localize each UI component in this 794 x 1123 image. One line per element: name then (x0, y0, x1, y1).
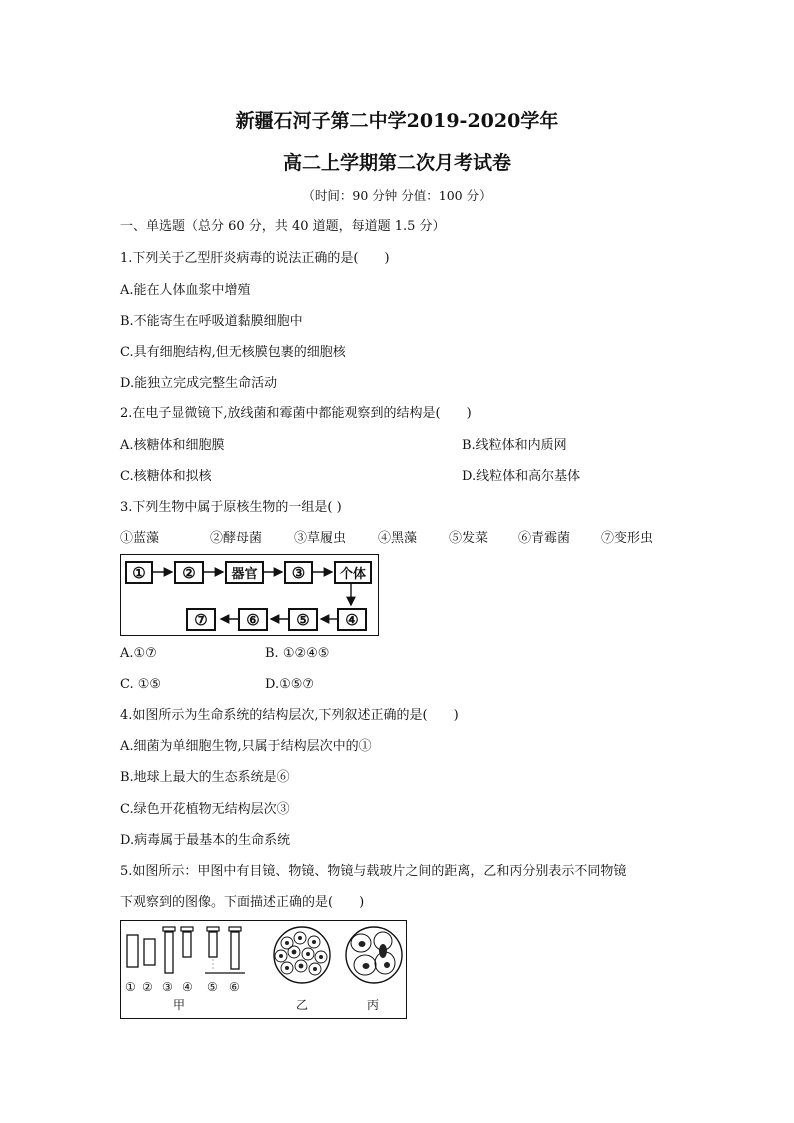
fig-number: ① (125, 980, 136, 994)
q1-stem: 1.下列关于乙型肝炎病毒的说法正确的是( ) (120, 251, 390, 266)
q1-option-a[interactable]: A.能在人体血浆中增殖 (120, 283, 251, 298)
q4-option-a[interactable]: A.细菌为单细胞生物,只属于结构层次中的① (120, 739, 372, 754)
q3-organism: ⑥青霉菌 (518, 531, 571, 546)
q3-stem: 3.下列生物中属于原核生物的一组是( ) (120, 500, 342, 515)
exam-title-line1: 新疆石河子第二中学2019-2020学年 (235, 110, 559, 132)
q3-option-c[interactable]: C. ①⑤ (120, 677, 162, 692)
fig-label-jia: 甲 (173, 998, 186, 1012)
q1-option-d[interactable]: D.能独立完成完整生命活动 (120, 376, 278, 391)
microscope-figure (120, 920, 407, 1019)
q2-option-c[interactable]: C.核糖体和拟核 (120, 469, 212, 484)
fig-number: ⑤ (207, 980, 218, 994)
q4-stem: 4.如图所示为生命系统的结构层次,下列叙述正确的是( ) (120, 708, 459, 723)
fig-number: ⑥ (229, 980, 240, 994)
level-box-individual: 个体 (334, 561, 372, 584)
fig-number: ② (142, 980, 153, 994)
level-box-3: ③ (284, 561, 313, 584)
level-box-organ: 器官 (225, 561, 264, 584)
q1-option-c[interactable]: C.具有细胞结构,但无核膜包裹的细胞核 (120, 345, 346, 360)
q2-option-d[interactable]: D.线粒体和高尔基体 (462, 469, 581, 484)
section-heading: 一、单选题（总分 60 分，共 40 道题，每道题 1.5 分） (120, 219, 446, 234)
q2-option-a[interactable]: A.核糖体和细胞膜 (120, 438, 225, 453)
level-box-6: ⑥ (238, 608, 268, 631)
fig-number: ④ (182, 980, 193, 994)
exam-time-score: （时间：90 分钟 分值：100 分） (302, 188, 492, 203)
level-box-7: ⑦ (186, 608, 216, 631)
q1-option-b[interactable]: B.不能寄生在呼吸道黏膜细胞中 (120, 314, 303, 329)
fig-label-yi: 乙 (296, 998, 309, 1012)
q3-option-a[interactable]: A.①⑦ (120, 646, 157, 661)
q2-stem: 2.在电子显微镜下,放线菌和霉菌中都能观察到的结构是( ) (120, 406, 472, 421)
q2-option-b[interactable]: B.线粒体和内质网 (462, 438, 567, 453)
exam-title-line2: 高二上学期第二次月考试卷 (282, 152, 511, 174)
level-box-2: ② (174, 561, 204, 584)
q5-stem-line2: 下观察到的图像。下面描述正确的是( ) (120, 895, 365, 910)
level-box-5: ⑤ (288, 608, 318, 631)
life-levels-diagram (120, 554, 379, 636)
q3-organism: ⑦变形虫 (601, 531, 654, 546)
q4-option-b[interactable]: B.地球上最大的生态系统是⑥ (120, 770, 290, 785)
q3-option-d[interactable]: D.①⑤⑦ (265, 677, 315, 692)
level-box-4: ④ (337, 608, 367, 631)
q4-option-d[interactable]: D.病毒属于最基本的生命系统 (120, 833, 291, 848)
fig-label-bing: 丙 (367, 998, 380, 1012)
q5-stem-line1: 5.如图所示：甲图中有目镜、物镜、物镜与载玻片之间的距离，乙和丙分别表示不同物镜 (120, 864, 627, 879)
q3-organism: ④黑藻 (378, 531, 418, 546)
microscope-drawing (121, 921, 408, 1020)
q3-organism: ①蓝藻 (120, 531, 160, 546)
q3-organism: ⑤发菜 (449, 531, 489, 546)
q4-option-c[interactable]: C.绿色开花植物无结构层次③ (120, 802, 290, 817)
q3-option-b[interactable]: B. ①②④⑤ (265, 646, 330, 661)
q3-organism: ③草履虫 (294, 531, 347, 546)
q3-organism: ②酵母菌 (210, 531, 263, 546)
fig-number: ③ (162, 980, 173, 994)
level-box-1: ① (125, 561, 153, 584)
